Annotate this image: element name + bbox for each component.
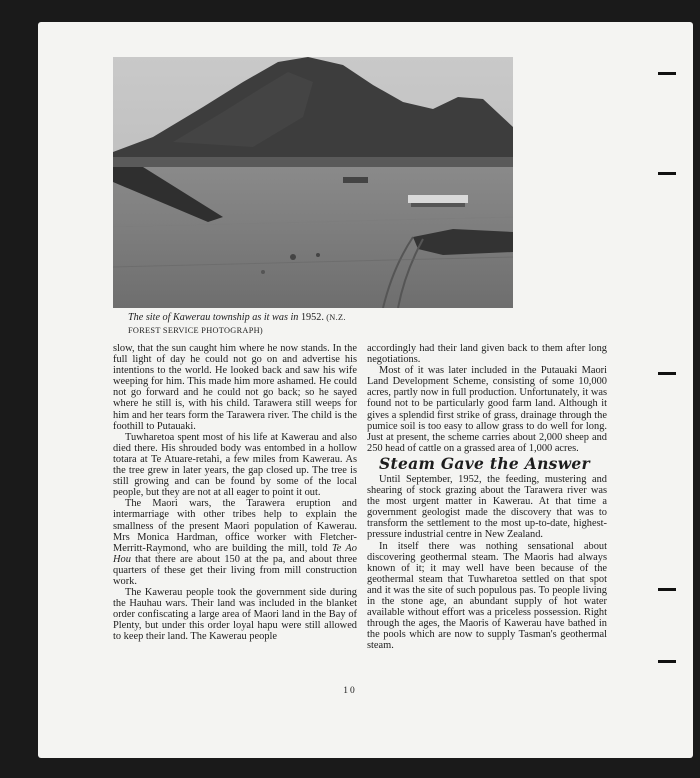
paragraph: In itself there was nothing sensational about discovering geothermal steam. The Maoris had always known of it; it may well have been because of the geothermal steam that Tuwharetoa settled on that spot and it was the site of such populous pas. To people living in the stone age, an abundant supply of hot water available without effort was a priceless possession. Right through the ages, the Maoris of Kawerau have bathed in the pools which are now to supply Tasman's geothermal steam. [367, 540, 607, 652]
kawerau-photo [113, 57, 513, 308]
caption-credit-open: (N.Z. [323, 313, 346, 322]
paragraph: Until September, 1952, the feeding, mustering and shearing of stock grazing about the Tarawera river was the most urgent matter in Kawerau. At that time a government geologist made the discovery that was to transform the settlement to the most up-to-date, highest-pressure industrial centre in New Zealand. [367, 473, 607, 541]
caption-credit: FOREST SERVICE PHOTOGRAPH) [128, 325, 263, 335]
paragraph: Tuwharetoa spent most of his life at Kawerau and also died there. His shrouded body was entombed in a hollow totara at Te Atuare-retahi, a few miles from Kawerau. As the tree grew in later years, the gap closed up. The tree is still growing and can be found by some of the local people, but they are not at all eager to point it out. [113, 431, 357, 499]
paragraph: Most of it was later included in the Putauaki Maori Land Development Scheme, consisting of some 10,000 acres, partly now in full production. Unfortunately, it was found not to be particularly good farm land. Although it gives a splendid first strike of grass, drainage through the pumice soil is too easy to allow grass to do well for long. Just at present, the scheme carries about 2,000 sheep and 250 head of cattle on a grassed area of 1,000 acres. [367, 365, 607, 454]
caption-text: The site of Kawerau township as it was in [128, 312, 299, 323]
paragraph-text: The Maori wars, the Tarawera eruption and intermarriage with other tribes help to explain the smallness of the present Maori population of Kawerau. Mrs Monica Hardman, office worker with Fletcher-Merritt-Raymond, who are building the mill, told [113, 498, 357, 554]
paragraph: accordingly had their land given back to them after long negotiations. [367, 343, 607, 366]
paragraph-text-end: that there are about 150 at the pa, and about three quarters of these get their living from mill construction work. [113, 553, 357, 587]
paragraph [113, 498, 357, 587]
photo-caption [128, 312, 528, 337]
right-column [367, 343, 607, 651]
page-number: 10 [343, 686, 357, 696]
paragraph: The Kawerau people took the government side during the Hauhau wars. Their land was included in the blanket order confiscating a large area of Maori land in the Bay of Plenty, but under this order loyal hapu were still allowed to keep their land. The Kawerau people [113, 587, 357, 643]
paragraph: slow, that the sun caught him where he now stands. In the full light of day he could not go on and advertise his intentions to the world. He looked back and saw his wife weeping for him. This made him more ashamed. He could not go forward and he could not go back; so he sayed where he still is, with his child. Tarawera still weeps for him and her tears form the Tarawera river. The child is the foothill to Putauaki. [113, 343, 357, 432]
left-column [113, 343, 357, 643]
caption-year: 1952. [298, 312, 324, 323]
section-heading: Steam Gave the Answer [379, 453, 590, 473]
publication-title: Te Ao Hou [113, 542, 357, 565]
